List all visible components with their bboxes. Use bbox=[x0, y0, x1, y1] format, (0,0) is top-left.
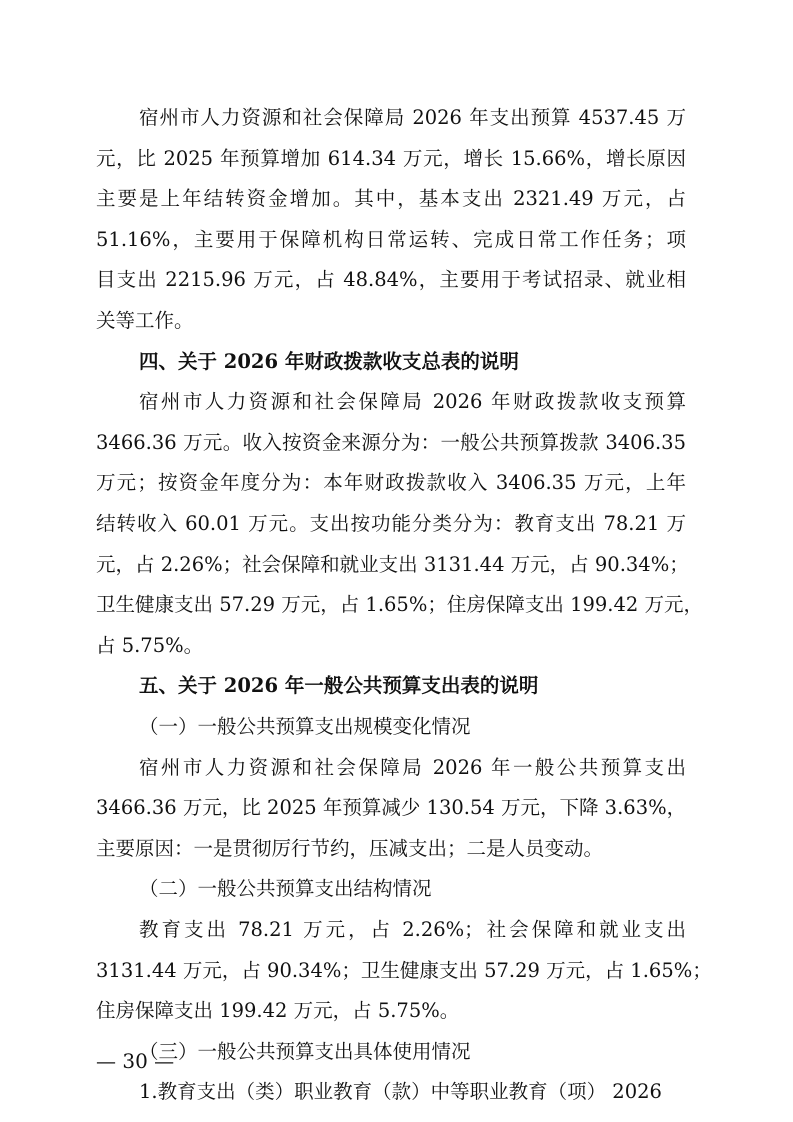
paragraph-line: 关等工作。 bbox=[96, 309, 194, 332]
paragraph-line: 占 5.75%。 bbox=[96, 634, 204, 657]
paragraph-line: 结转收入 60.01 万元。支出按功能分类分为：教育支出 78.21 万 bbox=[96, 512, 686, 535]
subsection-heading: （三）一般公共预算支出具体使用情况 bbox=[139, 1040, 471, 1063]
paragraph-line: 住房保障支出 199.42 万元，占 5.75%。 bbox=[96, 999, 460, 1022]
page-number: — 30 — bbox=[96, 1049, 175, 1073]
paragraph-line: 卫生健康支出 57.29 万元，占 1.65%；住房保障支出 199.42 万元， bbox=[96, 593, 703, 616]
paragraph-line: 主要原因：一是贯彻厉行节约，压减支出；二是人员变动。 bbox=[96, 837, 604, 860]
paragraph-line: 1.教育支出（类）职业教育（款）中等职业教育（项） 2026 bbox=[139, 1080, 662, 1103]
paragraph-line: 元，占 2.26%；社会保障和就业支出 3131.44 万元，占 90.34%； bbox=[96, 553, 689, 576]
paragraph-line: 宿州市人力资源和社会保障局 2026 年支出预算 4537.45 万 bbox=[139, 106, 686, 129]
subsection-heading: （二）一般公共预算支出结构情况 bbox=[139, 877, 432, 900]
paragraph-line: 目支出 2215.96 万元，占 48.84%，主要用于考试招录、就业相 bbox=[96, 268, 686, 291]
paragraph-line: 51.16%，主要用于保障机构日常运转、完成日常工作任务；项 bbox=[96, 228, 686, 251]
paragraph-line: 宿州市人力资源和社会保障局 2026 年财政拨款收支预算 bbox=[139, 390, 686, 413]
paragraph-line: 教育支出 78.21 万元，占 2.26%；社会保障和就业支出 bbox=[139, 918, 686, 941]
paragraph-line: 宿州市人力资源和社会保障局 2026 年一般公共预算支出 bbox=[139, 756, 686, 779]
paragraph-line: 元，比 2025 年预算增加 614.34 万元，增长 15.66%，增长原因 bbox=[96, 147, 686, 170]
section-heading: 五、关于 2026 年一般公共预算支出表的说明 bbox=[139, 674, 539, 697]
paragraph-line: 3466.36 万元。收入按资金来源分为：一般公共预算拨款 3406.35 bbox=[96, 431, 686, 454]
paragraph-line: 3131.44 万元，占 90.34%；卫生健康支出 57.29 万元，占 1.65%； bbox=[96, 959, 712, 982]
subsection-heading: （一）一般公共预算支出规模变化情况 bbox=[139, 715, 471, 738]
paragraph-line: 万元；按资金年度分为：本年财政拨款收入 3406.35 万元，上年 bbox=[96, 471, 686, 494]
section-heading: 四、关于 2026 年财政拨款收支总表的说明 bbox=[139, 350, 519, 373]
paragraph-line: 3466.36 万元，比 2025 年预算减少 130.54 万元，下降 3.63%， bbox=[96, 796, 687, 819]
paragraph-line: 主要是上年结转资金增加。其中，基本支出 2321.49 万元，占 bbox=[96, 187, 686, 210]
